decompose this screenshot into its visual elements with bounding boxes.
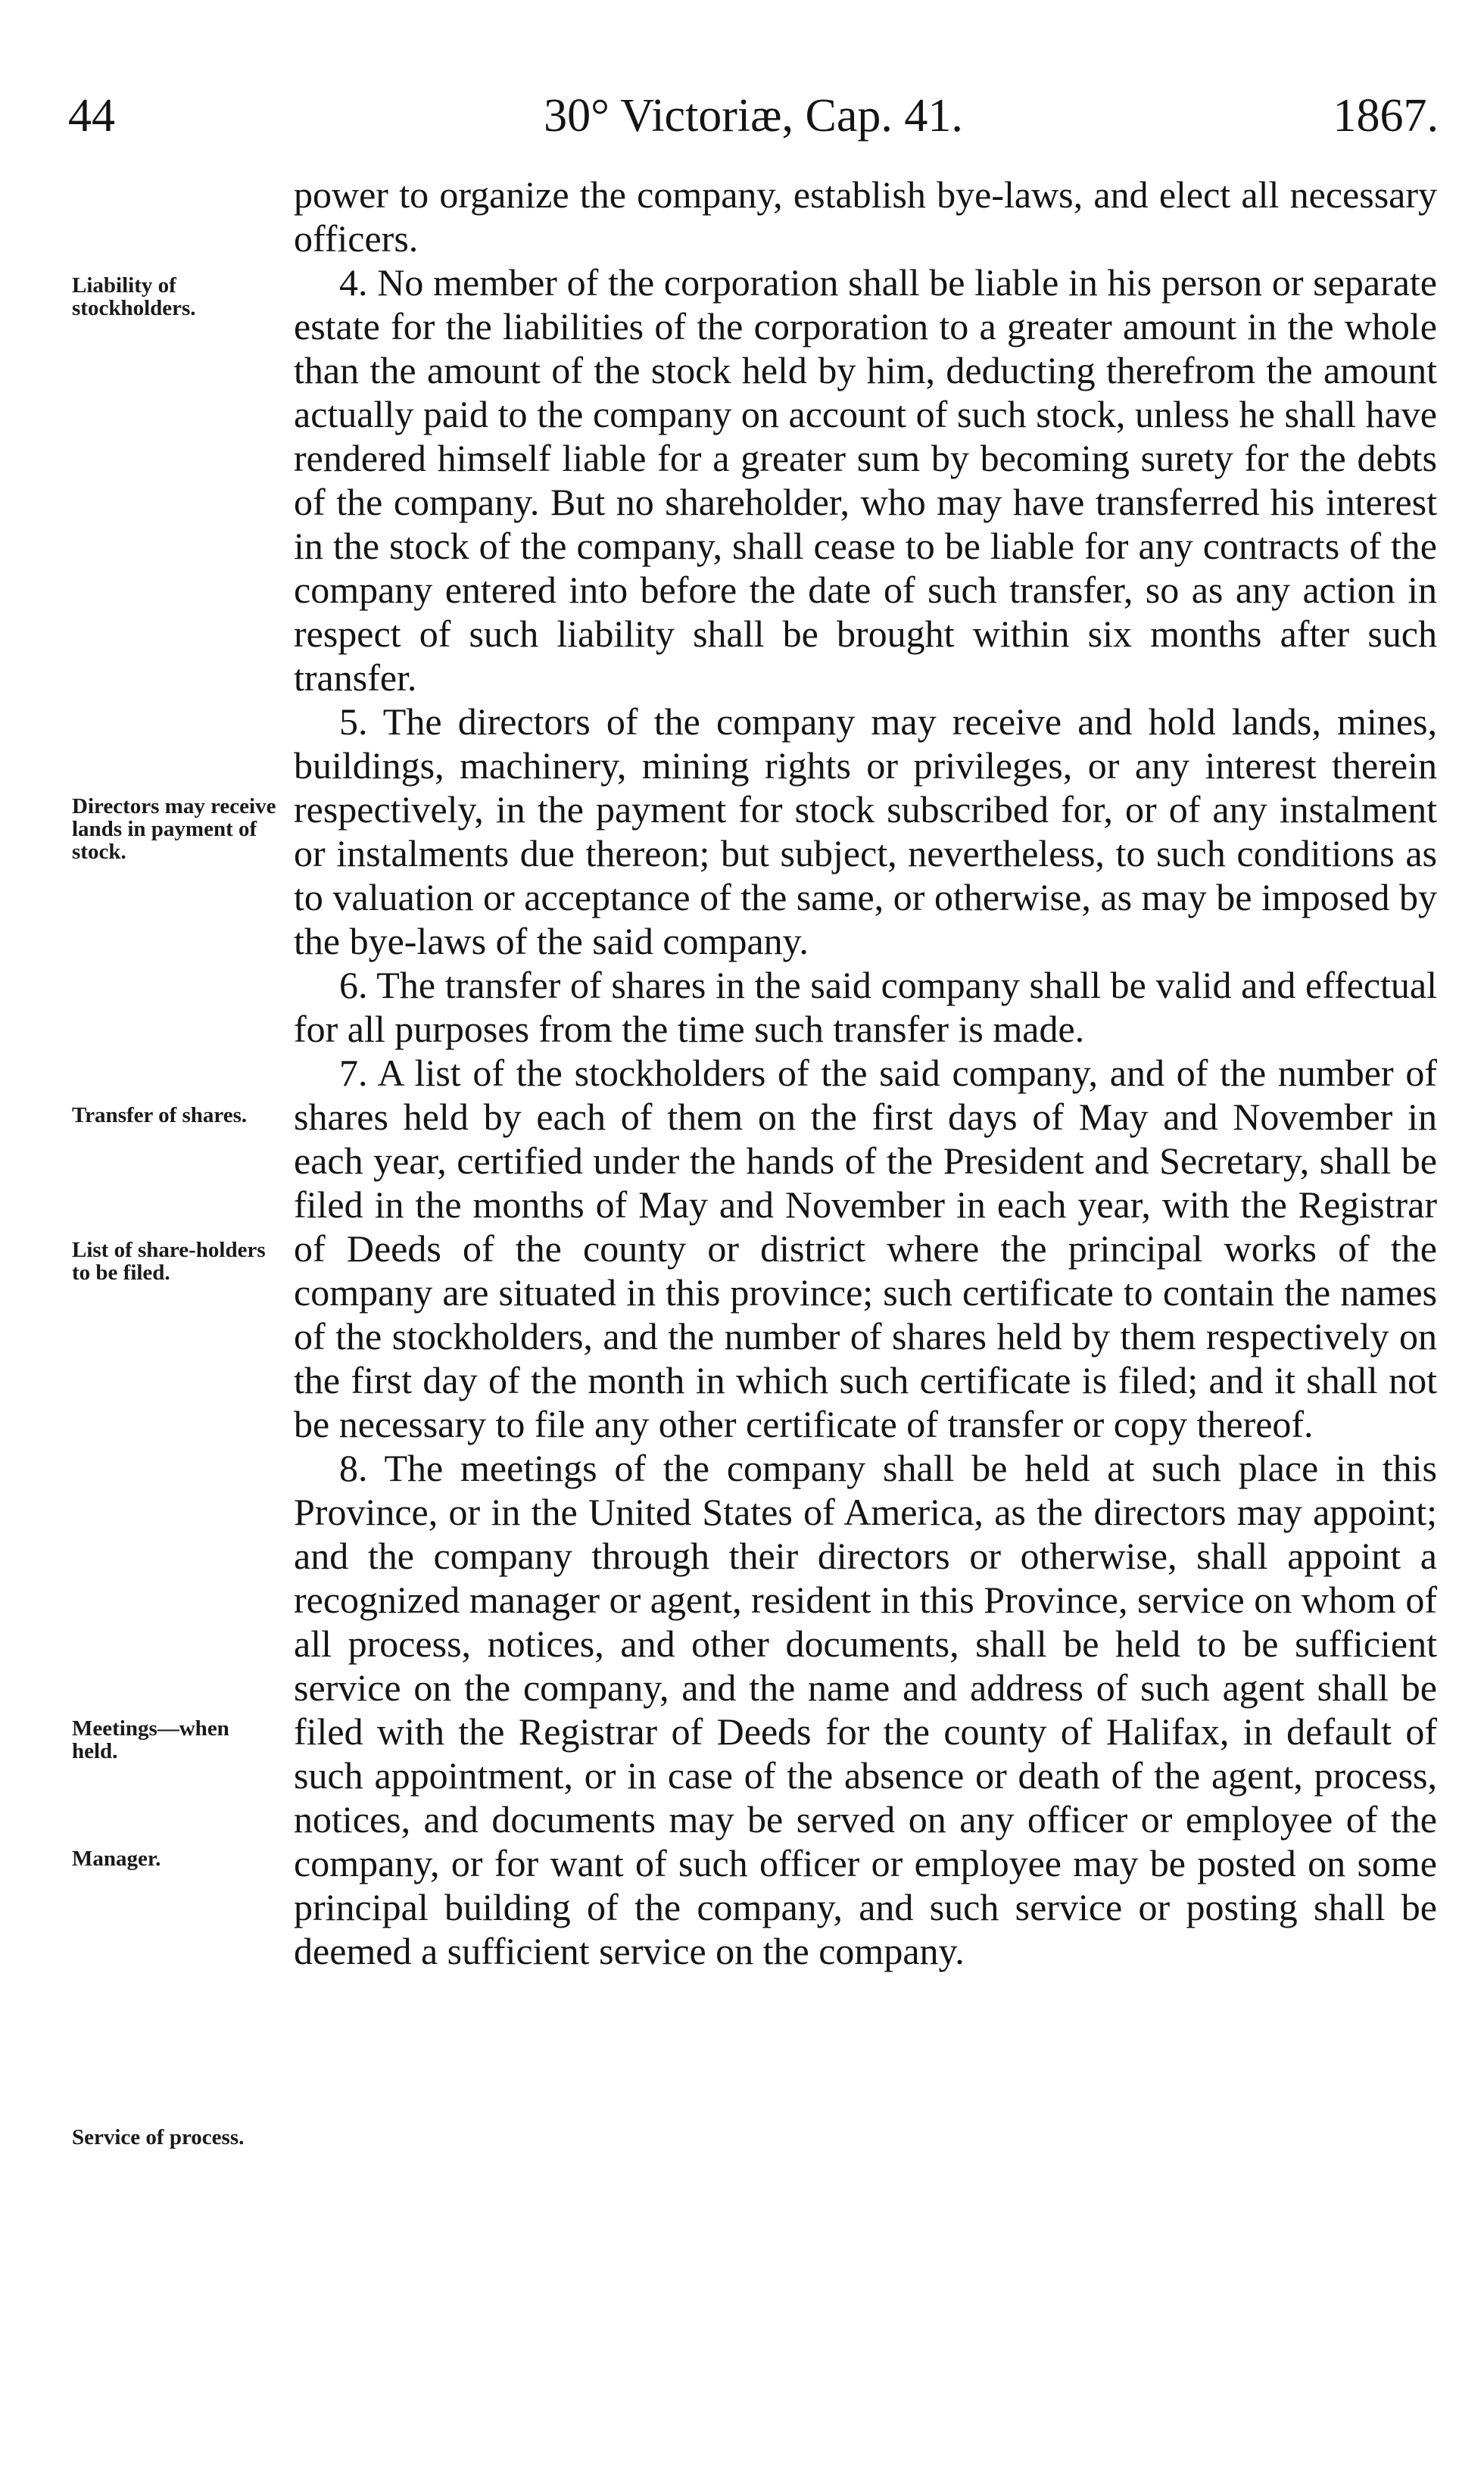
marginal-note-directors-lands: Directors may receive lands in payment of stock.	[72, 794, 276, 864]
page-number: 44	[68, 90, 115, 142]
marginal-note-list: List of share-holders to be filed.	[72, 1238, 266, 1285]
section-7: 7. A list of the stockholders of the said company, and of the number of shares held by each of them on the first days of May and November in each year, certified under the hands of the President and Secretary, shall be filed in the months of May and November in each year, with the Registrar of Deeds of the county or district where the principal works of the company are situated in this province; such certificate to contain the names of the stockholders, and the number of shares held by them respectively on the first day of the month in which such certificate is filed; and it shall not be necessary to file any other certificate of transfer or copy thereof.	[294, 1052, 1437, 1445]
marginal-note-service: Service of process.	[72, 2125, 245, 2149]
marginal-note-manager: Manager.	[72, 1847, 161, 1871]
body-text	[294, 173, 1437, 1973]
section-6: 6. The transfer of shares in the said company shall be valid and effectual for all purposes from the time such transfer is made.	[294, 964, 1437, 1050]
paragraph-continuation: power to organize the company, establish bye-laws, and elect all necessary officers.	[294, 173, 1437, 260]
marginal-note-transfer: Transfer of shares.	[72, 1103, 248, 1127]
running-title: 30° Victoriæ, Cap. 41.	[544, 90, 963, 142]
section-4: 4. No member of the corporation shall be liable in his person or separate estate for the liabilities of the corporation to a greater amount in the whole than the amount of the stock held by him, deducting therefrom the amount actually paid to the company on account of such stock, unless he shall have rendered himself liable for a greater sum by becoming surety for the debts of the company. But no shareholder, who may have transferred his interest in the stock of the company, shall cease to be liable for any contracts of the company entered into before the date of such transfer, so as any action in respect of such liability shall be brought within six months after such transfer.	[294, 261, 1437, 699]
page-header	[68, 82, 1439, 150]
section-8: 8. The meetings of the company shall be held at such place in this Province, or in the United States of America, as the directors may appoint; and the company through their directors or otherwise, shall appoint a recognized manager or agent, resident in this Province, service on whom of all process, notices, and other documents, shall be held to be sufficient service on the company, and the name and address of such agent shall be filed with the Registrar of Deeds for the county of Halifax, in default of such appointment, or in case of the absence or death of the agent, process, notices, and documents may be served on any officer or employee of the company, or for want of such officer or employee may be posted on some principal building of the company, and such service or posting shall be deemed a sufficient service on the company.	[294, 1447, 1437, 1972]
section-5: 5. The directors of the company may receive and hold lands, mines, buildings, machinery, mining rights or privileges, or any interest therein respectively, in the payment for stock subscribed for, or of any instalment or instalments due thereon; but subject, nevertheless, to such conditions as to valuation or acceptance of the same, or otherwise, as may be imposed by the bye-laws of the said company.	[294, 700, 1437, 962]
header-year: 1867.	[1333, 90, 1439, 142]
marginal-note-liability: Liability of stockholders.	[72, 273, 196, 320]
marginal-note-meetings: Meetings—when held.	[72, 1716, 229, 1763]
